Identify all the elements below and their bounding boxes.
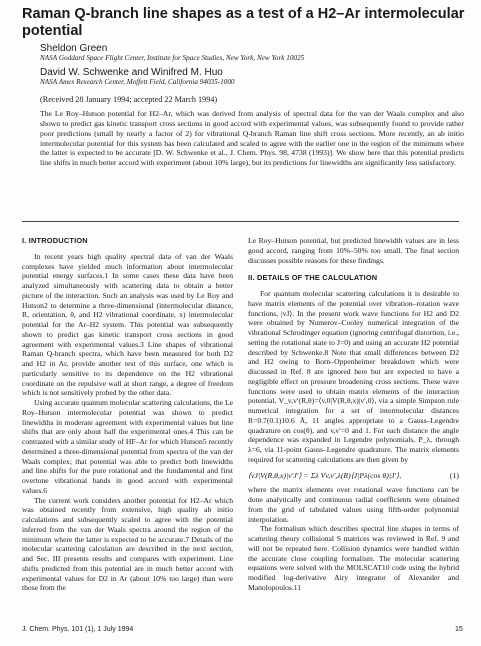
- left-column: [22, 236, 233, 593]
- details-paragraph-3: The formalism which describes spectral line shapes in terms of scattering theory collisional S matrices was reviewed in Ref. 9 and will not be repeated here. Collision dynamics were handled within the accurate close coupling formalism. The molecular scattering equations were solved with the MOLSCAT10 code using the hybrid modified log-derivative Airy integrator of Alexander and Manolopoulos.11: [248, 524, 459, 592]
- section-heading-intro: I. INTRODUCTION: [22, 236, 88, 245]
- affiliation-1: NASA Goddard Space Flight Center, Institute for Space Studies, New York, New York 10025: [40, 54, 305, 62]
- journal-citation: J. Chem. Phys. 101 (1), 1 July 1994: [22, 626, 134, 633]
- section-heading-details: II. DETAILS OF THE CALCULATION: [248, 273, 378, 283]
- equation-number: (1): [449, 470, 459, 480]
- intro-paragraph-2: Using accurate quantum molecular scattering calculations, the Le Roy–Hutson intermolecular potential was shown to predict linewidths in moderate agreement with experimental values but line shifts that are only about half the experimental ones.4 This can be contrasted with a similar study of HF–Ar for which Hutson5 recently determined a three-dimensional potential from spectra of the van der Waals complex; that potential was able to predict both linewidths and line shifts for the pure rotational and the fundamental and first overtone vibrational bands in good accord with experimental values.6: [22, 398, 233, 495]
- abstract: The Le Roy–Hutson potential for H2–Ar, which was derived from analysis of spectral data for the van der Waals complex and also shown to predict gas kinetic transport cross sections in good accord with experimental values, was subsequently found to provide rather poor predictions (small by nearly a factor of 2) for vibrational Q-branch Raman line shift cross sections. More recently, an ab initio intermolecular potential for this system has been calculated and scaled to agree with the earlier one in the region of the minimum where the latter is expected to be accurate [D. W. Schwenke et al., J. Chem. Phys. 98, 4738 (1993)]. We show here that this potential predicts line shifts in much better accord with experiment (about 10% large), but its predictions for linewidths are significantly less satisfactory.: [40, 109, 464, 168]
- right-column: [248, 236, 459, 593]
- author-1: Sheldon Green: [40, 43, 108, 54]
- equation-1: [248, 471, 459, 481]
- affiliation-2: NASA Ames Research Center, Moffett Field, California 94035-1000: [40, 78, 235, 86]
- intro-paragraph-1: In recent years high quality spectral data of van der Waals complexes have yielded much information about intermolecular potential energy surfaces.1 In some cases these data have been analyzed simultaneously with scattering data to obtain a better picture of the interaction. Such an analysis was used by Le Roy and Hutson2 to determine a three-dimensional (intermolecular distance, R, orientation, θ, and H2 vibrational coordinate, x) intermolecular potential for the Ar–H2 system. This potential was subsequently shown to predict gas kinetic transport cross sections in good agreement with experimental values.3 Line shapes of vibrational Raman Q-branch spectra, which have been measured for both D2 and H2 in Ar, provide another test of this surface, one which is particularly sensitive to its dependence on the H2 vibrational coordinate on the repulsive wall at short range, a degree of freedom which is not sensitively probed by the other data.: [22, 251, 233, 398]
- intro-paragraph-3: The current work considers another potential for H2–Ar which was obtained recently from extensive, high quality ab initio calculations and subsequently scaled to agree with the potential inferred from the van der Waals spectra around the region of the minimum where the latter is expected to be accurate.7 Details of the molecular scattering calculation are described in the next section, and Sec. III presents results and compares with experiment. Line shifts predicted from this potential are in much better accord with experimental values for D2 in Ar (about 10% too large) than were those from the: [22, 495, 233, 593]
- received-dates: (Received 28 January 1994; accepted 22 March 1994): [40, 95, 218, 104]
- page-number: 15: [455, 626, 463, 633]
- details-paragraph-2: where the matrix elements over rotational wave functions can be done analytically and continuous radial coefficients were obtained from the grid of tabulated values using fifth-order polynomial interpolation.: [248, 485, 459, 524]
- author-2: David W. Schwenke and Winifred M. Huo: [40, 67, 223, 78]
- intro-paragraph-continued: Le Roy–Hutson potential, but predicted linewidth values are in less good accord, ranging from 10%–50% too small. The final section discusses possible reasons for these findings.: [248, 236, 459, 265]
- article-title: Raman Q-branch line shapes as a test of a H2–Ar intermolecular potential: [22, 6, 465, 39]
- equation-body: ⟨vJ|V(R,θ,x)|v′J′⟩ = Σλ Vv,v′,λ(R)⟨J|Pλ(cos θ)|J′⟩,: [248, 470, 402, 480]
- abstract-divider: [22, 221, 459, 222]
- details-paragraph-1: For quantum molecular scattering calculations it is desirable to have matrix elements of the potential over vibration–rotation wave functions, |vJ⟩. In the present work wave functions for H2 and D2 were obtained by Numerov–Cooley numerical integration of the vibrational Schrodinger equation (ignoring centrifugal distortion, i.e., setting the rotational state to J=0) and using an accurate H2 potential described by Schwenke.8 Note that small differences between D2 and H2 owing to Born–Oppenheimer breakdown which were discussed in Ref. 8 are ignored here but are expected to have a negligible effect on pressure broadening cross sections. These wave functions were used to obtain matrix elements of the interaction potential, V_v,v′(R,θ)=⟨v,0|V(R,θ,x)|v′,0⟩, via a simple Simpson rule numerical integration for a set of intermolecular distances R=0.7(0.1)10.6 Å, 11 angles appropriate to a Gauss–Legendre quadrature on cos(θ), and v,v′=0 and 1. For each distance the angle dependence was expanded in Legendre polynomials, P_λ, through λ=6, via 11-point Gauss–Legendre quadrature. The matrix elements required for scattering calculations are then given by: [248, 289, 459, 464]
